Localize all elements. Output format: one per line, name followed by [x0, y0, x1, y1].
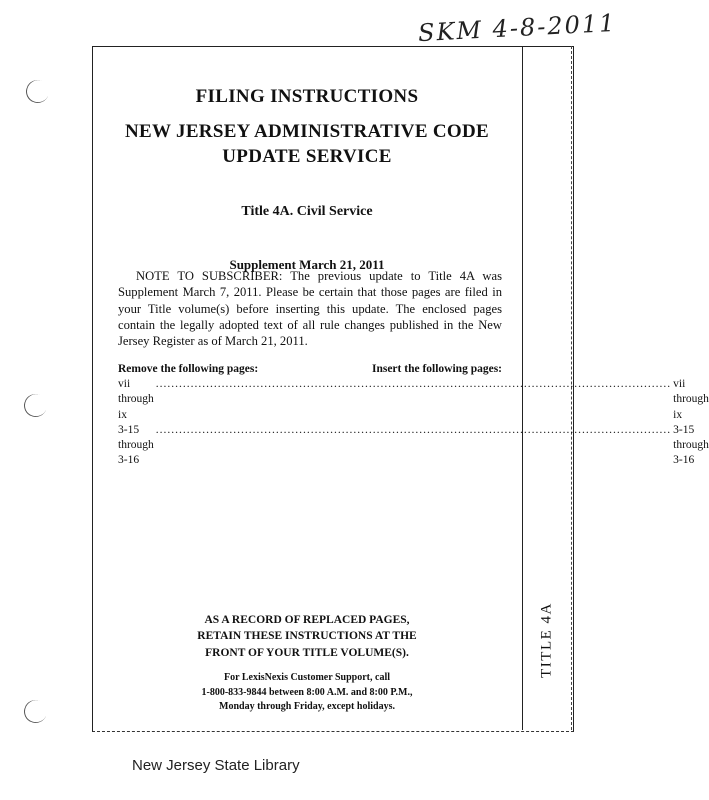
record-line: RETAIN THESE INSTRUCTIONS AT THE [197, 630, 417, 643]
insert-pages: 3-15 through 3-16 [673, 423, 709, 467]
pages-table [118, 362, 709, 468]
punch-hole-middle [21, 391, 50, 420]
record-line: AS A RECORD OF REPLACED PAGES, [204, 614, 410, 626]
support-line: For LexisNexis Customer Support, call [223, 672, 390, 683]
leader-dots: ..................................................................................................................................... [155, 423, 672, 436]
insert-pages: vii through ix [673, 378, 709, 421]
pages-row [118, 423, 709, 469]
punch-hole-bottom [21, 697, 50, 726]
record-instructions [92, 612, 522, 661]
pages-table-header [118, 362, 502, 377]
record-line: FRONT OF YOUR TITLE VOLUME(S). [205, 646, 409, 659]
supplement-date: Supplement March 21, 2011 [229, 257, 385, 272]
leader-dots: ..................................................................................................................................... [155, 378, 672, 391]
tab-label: TITLE 4A [538, 602, 555, 678]
library-stamp: New Jersey State Library [132, 757, 300, 774]
support-line: Monday through Friday, except holidays. [219, 701, 395, 712]
pages-row [118, 377, 709, 423]
support-line: 1-800-833-9844 between 8:00 A.M. and 8:00 P.M., [201, 686, 413, 698]
title-name: Title 4A. Civil Service [241, 204, 373, 219]
punch-hole-top [23, 77, 52, 106]
subscriber-note: NOTE TO SUBSCRIBER: The previous update to Title 4A was Supplement March 7, 2011. Please be certain that those pages are filed in your Title volume(s) before inserting this update. The enclosed pages contain the legally adopted text of all rule changes published in the New Jersey Register as of March 21, 2011. [118, 269, 502, 349]
remove-pages: 3-15 through 3-16 [118, 423, 154, 467]
customer-support [92, 671, 522, 715]
insert-header: Insert the following pages: [371, 363, 502, 375]
heading-code-name: NEW JERSEY ADMINISTRATIVE CODE [125, 121, 489, 142]
remove-header: Remove the following pages: [118, 363, 259, 375]
handwritten-initials-date: SKM 4-8-2011 [417, 8, 618, 48]
heading-filing-instructions: FILING INSTRUCTIONS [195, 86, 419, 107]
remove-pages: vii through ix [118, 378, 154, 421]
heading-update-service: UPDATE SERVICE [222, 146, 392, 167]
